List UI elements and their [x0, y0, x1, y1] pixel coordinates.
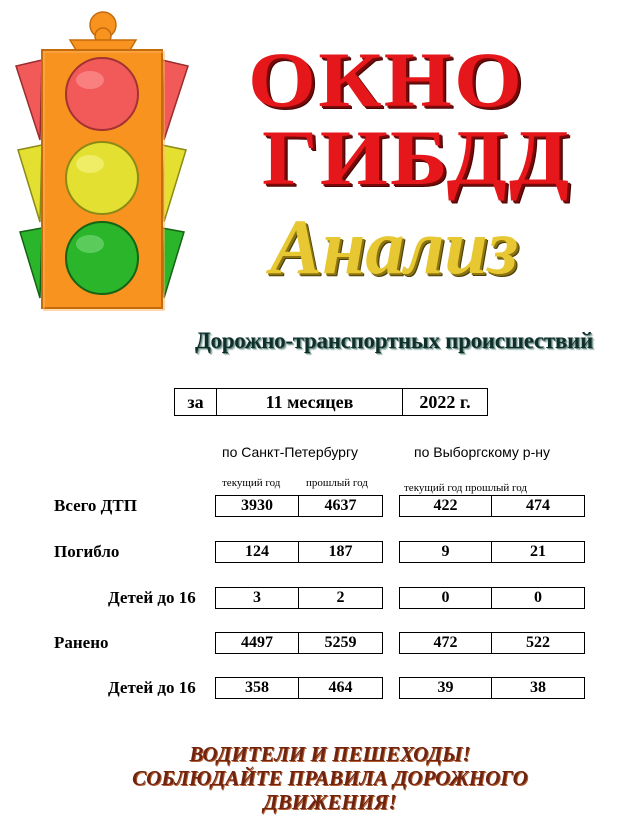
cell-spb-previous: 2	[336, 589, 345, 606]
period-year: 2022 г.	[419, 392, 471, 412]
colhead-vyborg: текущий год прошлый год	[404, 482, 528, 494]
period-prefix: за	[175, 389, 217, 415]
table-row	[215, 677, 383, 699]
cell-vyborg-current: 0	[400, 588, 492, 608]
row-label-children-killed: Детей до 16	[108, 588, 196, 607]
row-label-children-injured: Детей до 16	[108, 678, 196, 697]
subtitle: Дорожно-транспортных происшествий	[195, 328, 593, 353]
cell-spb-current: 124	[216, 542, 299, 562]
cell-spb-previous: 187	[328, 543, 353, 560]
footer-line-3: ДВИЖЕНИЯ!	[263, 790, 397, 814]
table-row	[399, 677, 585, 699]
cell-vyborg-previous: 522	[526, 634, 550, 651]
title-gibdd: ГИБДД	[262, 114, 572, 201]
table-row	[215, 587, 383, 609]
colhead-spb-previous: прошлый год	[306, 477, 368, 489]
region-vyborg: по Выборгскому р-ну	[414, 444, 550, 460]
cell-spb-previous: 4637	[324, 497, 357, 514]
footer-line-1: ВОДИТЕЛИ И ПЕШЕХОДЫ!	[189, 742, 471, 766]
cell-spb-previous: 464	[328, 679, 353, 696]
period-box	[174, 388, 488, 416]
title-analiz: Анализ	[270, 203, 519, 290]
table-row	[215, 632, 383, 654]
cell-vyborg-current: 472	[400, 633, 492, 653]
row-label-total: Всего ДТП	[54, 496, 137, 515]
traffic-light-icon	[0, 0, 200, 320]
row-label-injured: Ранено	[54, 633, 109, 652]
row-label-killed: Погибло	[54, 542, 120, 561]
cell-vyborg-current: 9	[400, 542, 492, 562]
title-okno: ОКНО	[248, 36, 525, 123]
period-months: 11 месяцев	[217, 389, 403, 415]
region-spb: по Санкт-Петербургу	[222, 444, 359, 460]
table-row	[215, 495, 383, 517]
cell-vyborg-previous: 21	[530, 543, 546, 560]
cell-spb-current: 3	[216, 588, 299, 608]
cell-vyborg-previous: 0	[534, 589, 542, 606]
cell-spb-current: 3930	[216, 496, 299, 516]
cell-spb-current: 4497	[216, 633, 299, 653]
cell-vyborg-current: 422	[400, 496, 492, 516]
cell-vyborg-previous: 474	[526, 497, 550, 514]
cell-spb-previous: 5259	[324, 634, 357, 651]
colhead-spb-current: текущий год	[222, 477, 281, 489]
cell-vyborg-current: 39	[400, 678, 492, 698]
table-row	[399, 632, 585, 654]
cell-vyborg-previous: 38	[530, 679, 546, 696]
table-row	[399, 587, 585, 609]
footer-line-2: СОБЛЮДАЙТЕ ПРАВИЛА ДОРОЖНОГО	[132, 766, 528, 790]
table-row	[399, 495, 585, 517]
table-row	[399, 541, 585, 563]
cell-spb-current: 358	[216, 678, 299, 698]
table-row	[215, 541, 383, 563]
